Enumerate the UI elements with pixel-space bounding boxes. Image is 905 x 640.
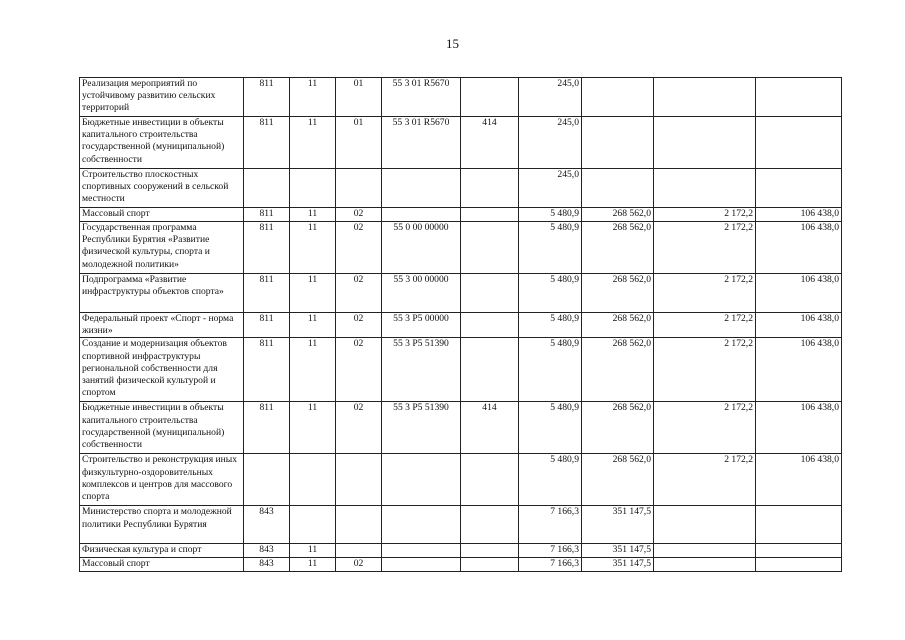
section-code: 11 bbox=[290, 117, 336, 169]
amount-a1: 5 480,9 bbox=[519, 208, 582, 222]
ministry-code bbox=[244, 454, 290, 506]
amount-a2 bbox=[654, 544, 756, 558]
subsection-code bbox=[336, 169, 382, 208]
subsection-code: 02 bbox=[336, 313, 382, 338]
amount-a2 bbox=[654, 78, 756, 117]
amount-b2: 106 438,0 bbox=[756, 222, 842, 274]
amount-b2 bbox=[756, 558, 842, 572]
amount-b2: 106 438,0 bbox=[756, 338, 842, 402]
amount-a2: 2 172,2 bbox=[654, 402, 756, 454]
row-name: Бюджетные инвестиции в объекты капитального строительства государственной (муниципальной) собственности bbox=[80, 117, 244, 169]
amount-b2: 106 438,0 bbox=[756, 313, 842, 338]
ministry-code: 811 bbox=[244, 78, 290, 117]
page-number: 15 bbox=[446, 36, 459, 51]
amount-b2: 106 438,0 bbox=[756, 454, 842, 506]
expense-type-code bbox=[461, 454, 519, 506]
article-code: 55 3 00 00000 bbox=[382, 274, 461, 313]
amount-a2: 2 172,2 bbox=[654, 274, 756, 313]
table-row bbox=[80, 117, 842, 169]
table-row bbox=[80, 544, 842, 558]
article-code bbox=[382, 506, 461, 544]
row-name: Федеральный проект «Спорт - норма жизни» bbox=[80, 313, 244, 338]
row-name: Министерство спорта и молодежной политики Республики Бурятия bbox=[80, 506, 244, 544]
table-row bbox=[80, 78, 842, 117]
expense-type-code bbox=[461, 208, 519, 222]
ministry-code: 811 bbox=[244, 117, 290, 169]
expense-type-code bbox=[461, 544, 519, 558]
table-body bbox=[80, 78, 842, 572]
amount-b1: 268 562,0 bbox=[582, 338, 654, 402]
row-name: Создание и модернизация объектов спортивной инфраструктуры региональной собственности для занятий физической культурой и спортом bbox=[80, 338, 244, 402]
subsection-code bbox=[336, 454, 382, 506]
ministry-code bbox=[244, 169, 290, 208]
amount-b2 bbox=[756, 506, 842, 544]
subsection-code: 01 bbox=[336, 117, 382, 169]
amount-b1 bbox=[582, 78, 654, 117]
amount-a1: 7 166,3 bbox=[519, 506, 582, 544]
table-row bbox=[80, 274, 842, 313]
amount-b2: 106 438,0 bbox=[756, 402, 842, 454]
amount-a1: 5 480,9 bbox=[519, 222, 582, 274]
amount-b1: 268 562,0 bbox=[582, 274, 654, 313]
ministry-code: 843 bbox=[244, 544, 290, 558]
expense-type-code bbox=[461, 169, 519, 208]
amount-a2: 2 172,2 bbox=[654, 222, 756, 274]
subsection-code: 02 bbox=[336, 222, 382, 274]
section-code: 11 bbox=[290, 222, 336, 274]
expense-type-code bbox=[461, 313, 519, 338]
subsection-code bbox=[336, 544, 382, 558]
amount-b2 bbox=[756, 544, 842, 558]
amount-a1: 245,0 bbox=[519, 169, 582, 208]
table-row bbox=[80, 208, 842, 222]
row-name: Массовый спорт bbox=[80, 558, 244, 572]
amount-a2 bbox=[654, 117, 756, 169]
article-code: 55 3 01 R5670 bbox=[382, 117, 461, 169]
expense-type-code bbox=[461, 274, 519, 313]
expense-type-code bbox=[461, 222, 519, 274]
section-code: 11 bbox=[290, 313, 336, 338]
section-code: 11 bbox=[290, 338, 336, 402]
article-code: 55 3 P5 51390 bbox=[382, 402, 461, 454]
amount-a2: 2 172,2 bbox=[654, 454, 756, 506]
amount-b2 bbox=[756, 78, 842, 117]
article-code bbox=[382, 544, 461, 558]
expense-type-code bbox=[461, 558, 519, 572]
amount-b1: 268 562,0 bbox=[582, 454, 654, 506]
budget-table bbox=[79, 77, 842, 572]
subsection-code: 01 bbox=[336, 78, 382, 117]
table-row bbox=[80, 402, 842, 454]
article-code bbox=[382, 169, 461, 208]
amount-a1: 7 166,3 bbox=[519, 544, 582, 558]
amount-b1: 268 562,0 bbox=[582, 313, 654, 338]
row-name: Массовый спорт bbox=[80, 208, 244, 222]
expense-type-code: 414 bbox=[461, 117, 519, 169]
amount-b1: 351 147,5 bbox=[582, 506, 654, 544]
row-name: Строительство плоскостных спортивных сооружений в сельской местности bbox=[80, 169, 244, 208]
ministry-code: 811 bbox=[244, 208, 290, 222]
section-code: 11 bbox=[290, 208, 336, 222]
amount-a1: 245,0 bbox=[519, 78, 582, 117]
article-code bbox=[382, 454, 461, 506]
ministry-code: 843 bbox=[244, 506, 290, 544]
amount-b1: 268 562,0 bbox=[582, 402, 654, 454]
subsection-code: 02 bbox=[336, 338, 382, 402]
amount-a1: 5 480,9 bbox=[519, 454, 582, 506]
amount-a2 bbox=[654, 169, 756, 208]
amount-a1: 5 480,9 bbox=[519, 402, 582, 454]
table-row bbox=[80, 222, 842, 274]
table-row bbox=[80, 558, 842, 572]
article-code: 55 0 00 00000 bbox=[382, 222, 461, 274]
amount-b1: 351 147,5 bbox=[582, 558, 654, 572]
amount-a2: 2 172,2 bbox=[654, 338, 756, 402]
row-name: Подпрограмма «Развитие инфраструктуры объектов спорта» bbox=[80, 274, 244, 313]
row-name: Реализация мероприятий по устойчивому развитию сельских территорий bbox=[80, 78, 244, 117]
ministry-code: 811 bbox=[244, 222, 290, 274]
amount-b2 bbox=[756, 117, 842, 169]
section-code: 11 bbox=[290, 544, 336, 558]
article-code bbox=[382, 208, 461, 222]
ministry-code: 811 bbox=[244, 402, 290, 454]
article-code: 55 3 P5 51390 bbox=[382, 338, 461, 402]
amount-b1: 268 562,0 bbox=[582, 222, 654, 274]
table-row bbox=[80, 454, 842, 506]
row-name: Бюджетные инвестиции в объекты капитального строительства государственной (муниципальной) собственности bbox=[80, 402, 244, 454]
amount-a2: 2 172,2 bbox=[654, 208, 756, 222]
ministry-code: 843 bbox=[244, 558, 290, 572]
amount-a1: 5 480,9 bbox=[519, 338, 582, 402]
subsection-code: 02 bbox=[336, 558, 382, 572]
subsection-code: 02 bbox=[336, 208, 382, 222]
amount-a1: 5 480,9 bbox=[519, 313, 582, 338]
row-name: Государственная программа Республики Бурятия «Развитие физической культуры, спорта и молодежной политики» bbox=[80, 222, 244, 274]
amount-a2 bbox=[654, 506, 756, 544]
amount-a1: 7 166,3 bbox=[519, 558, 582, 572]
amount-b2: 106 438,0 bbox=[756, 274, 842, 313]
subsection-code: 02 bbox=[336, 402, 382, 454]
article-code: 55 3 01 R5670 bbox=[382, 78, 461, 117]
article-code: 55 3 P5 00000 bbox=[382, 313, 461, 338]
ministry-code: 811 bbox=[244, 274, 290, 313]
amount-b1: 351 147,5 bbox=[582, 544, 654, 558]
expense-type-code bbox=[461, 338, 519, 402]
amount-a1: 5 480,9 bbox=[519, 274, 582, 313]
table-row bbox=[80, 506, 842, 544]
section-code bbox=[290, 454, 336, 506]
expense-type-code: 414 bbox=[461, 402, 519, 454]
expense-type-code bbox=[461, 78, 519, 117]
amount-b1: 268 562,0 bbox=[582, 208, 654, 222]
subsection-code: 02 bbox=[336, 274, 382, 313]
amount-a1: 245,0 bbox=[519, 117, 582, 169]
subsection-code bbox=[336, 506, 382, 544]
section-code: 11 bbox=[290, 402, 336, 454]
row-name: Физическая культура и спорт bbox=[80, 544, 244, 558]
ministry-code: 811 bbox=[244, 338, 290, 402]
expense-type-code bbox=[461, 506, 519, 544]
amount-b1 bbox=[582, 117, 654, 169]
amount-b2: 106 438,0 bbox=[756, 208, 842, 222]
table-row bbox=[80, 338, 842, 402]
section-code bbox=[290, 506, 336, 544]
table-row bbox=[80, 169, 842, 208]
row-name: Строительство и реконструкция иных физкультурно-оздоровительных комплексов и центров для массового спорта bbox=[80, 454, 244, 506]
ministry-code: 811 bbox=[244, 313, 290, 338]
table-row bbox=[80, 313, 842, 338]
section-code bbox=[290, 169, 336, 208]
section-code: 11 bbox=[290, 274, 336, 313]
amount-a2 bbox=[654, 558, 756, 572]
section-code: 11 bbox=[290, 558, 336, 572]
amount-b2 bbox=[756, 169, 842, 208]
amount-b1 bbox=[582, 169, 654, 208]
section-code: 11 bbox=[290, 78, 336, 117]
article-code bbox=[382, 558, 461, 572]
amount-a2: 2 172,2 bbox=[654, 313, 756, 338]
